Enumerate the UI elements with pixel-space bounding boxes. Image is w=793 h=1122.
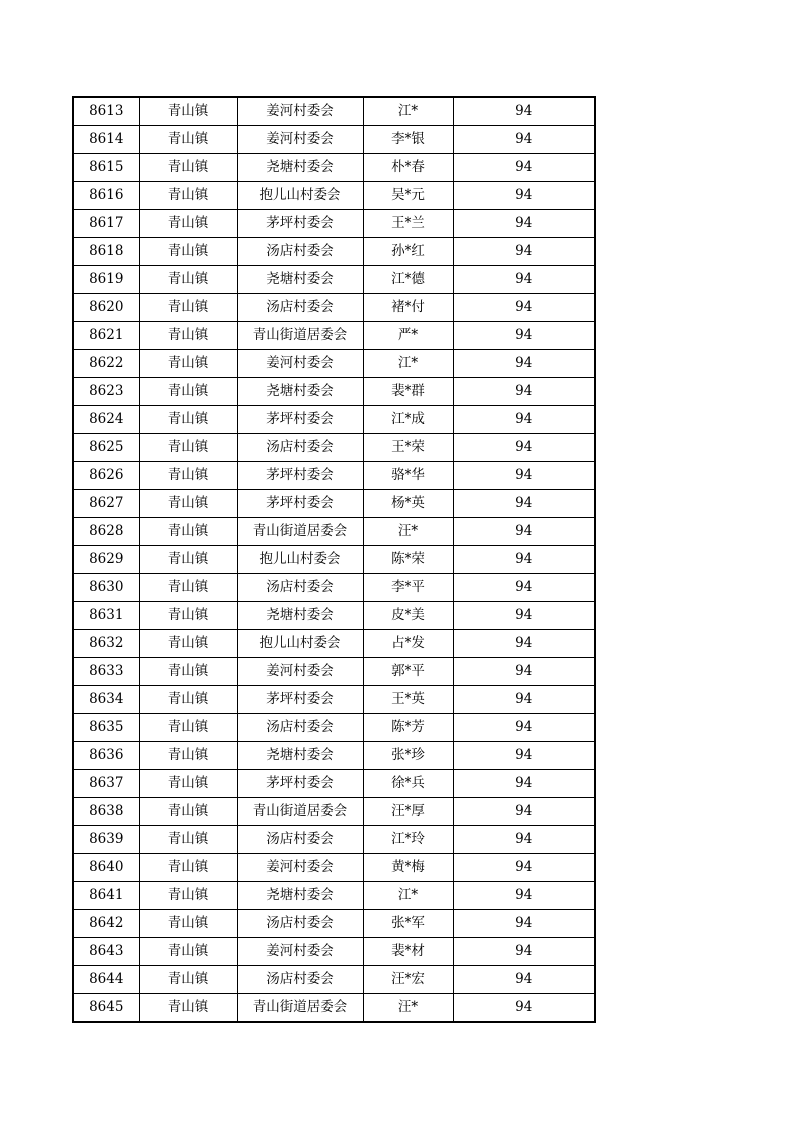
committee-cell: 抱儿山村委会	[237, 182, 363, 210]
committee-cell: 茅坪村委会	[237, 462, 363, 490]
committee-cell: 汤店村委会	[237, 238, 363, 266]
records-table	[72, 96, 596, 1023]
town-cell: 青山镇	[139, 602, 237, 630]
committee-cell: 汤店村委会	[237, 434, 363, 462]
name-cell: 王*荣	[363, 434, 453, 462]
table-row	[73, 910, 595, 938]
town-cell: 青山镇	[139, 97, 237, 126]
town-cell: 青山镇	[139, 854, 237, 882]
row-number-cell: 8626	[73, 462, 139, 490]
name-cell: 江*	[363, 882, 453, 910]
records-table-body	[73, 97, 595, 1022]
table-row	[73, 462, 595, 490]
table-row	[73, 126, 595, 154]
row-number-cell: 8621	[73, 322, 139, 350]
row-number-cell: 8613	[73, 97, 139, 126]
committee-cell: 青山街道居委会	[237, 322, 363, 350]
row-number-cell: 8642	[73, 910, 139, 938]
committee-cell: 汤店村委会	[237, 294, 363, 322]
row-number-cell: 8635	[73, 714, 139, 742]
score-cell: 94	[453, 97, 595, 126]
town-cell: 青山镇	[139, 798, 237, 826]
town-cell: 青山镇	[139, 770, 237, 798]
table-row	[73, 826, 595, 854]
table-row	[73, 994, 595, 1023]
name-cell: 汪*	[363, 518, 453, 546]
table-row	[73, 406, 595, 434]
score-cell: 94	[453, 742, 595, 770]
committee-cell: 姜河村委会	[237, 658, 363, 686]
score-cell: 94	[453, 182, 595, 210]
name-cell: 骆*华	[363, 462, 453, 490]
town-cell: 青山镇	[139, 238, 237, 266]
table-row	[73, 938, 595, 966]
table-row	[73, 350, 595, 378]
town-cell: 青山镇	[139, 994, 237, 1023]
table-row	[73, 238, 595, 266]
score-cell: 94	[453, 938, 595, 966]
committee-cell: 尧塘村委会	[237, 266, 363, 294]
name-cell: 王*兰	[363, 210, 453, 238]
town-cell: 青山镇	[139, 658, 237, 686]
table-row	[73, 546, 595, 574]
row-number-cell: 8633	[73, 658, 139, 686]
row-number-cell: 8629	[73, 546, 139, 574]
row-number-cell: 8645	[73, 994, 139, 1023]
name-cell: 李*银	[363, 126, 453, 154]
town-cell: 青山镇	[139, 434, 237, 462]
town-cell: 青山镇	[139, 938, 237, 966]
town-cell: 青山镇	[139, 574, 237, 602]
table-row	[73, 854, 595, 882]
score-cell: 94	[453, 966, 595, 994]
town-cell: 青山镇	[139, 350, 237, 378]
table-row	[73, 714, 595, 742]
row-number-cell: 8644	[73, 966, 139, 994]
name-cell: 汪*宏	[363, 966, 453, 994]
committee-cell: 茅坪村委会	[237, 210, 363, 238]
town-cell: 青山镇	[139, 462, 237, 490]
name-cell: 江*成	[363, 406, 453, 434]
name-cell: 汪*	[363, 994, 453, 1023]
score-cell: 94	[453, 854, 595, 882]
committee-cell: 姜河村委会	[237, 97, 363, 126]
row-number-cell: 8631	[73, 602, 139, 630]
town-cell: 青山镇	[139, 406, 237, 434]
committee-cell: 汤店村委会	[237, 910, 363, 938]
name-cell: 严*	[363, 322, 453, 350]
table-row	[73, 154, 595, 182]
row-number-cell: 8637	[73, 770, 139, 798]
score-cell: 94	[453, 266, 595, 294]
committee-cell: 汤店村委会	[237, 966, 363, 994]
town-cell: 青山镇	[139, 882, 237, 910]
name-cell: 孙*红	[363, 238, 453, 266]
score-cell: 94	[453, 714, 595, 742]
name-cell: 陈*荣	[363, 546, 453, 574]
committee-cell: 姜河村委会	[237, 350, 363, 378]
table-row	[73, 630, 595, 658]
row-number-cell: 8634	[73, 686, 139, 714]
score-cell: 94	[453, 518, 595, 546]
row-number-cell: 8618	[73, 238, 139, 266]
town-cell: 青山镇	[139, 210, 237, 238]
table-row	[73, 742, 595, 770]
name-cell: 裴*群	[363, 378, 453, 406]
name-cell: 裴*材	[363, 938, 453, 966]
score-cell: 94	[453, 322, 595, 350]
row-number-cell: 8617	[73, 210, 139, 238]
table-row	[73, 966, 595, 994]
town-cell: 青山镇	[139, 322, 237, 350]
town-cell: 青山镇	[139, 182, 237, 210]
table-row	[73, 602, 595, 630]
name-cell: 李*平	[363, 574, 453, 602]
town-cell: 青山镇	[139, 294, 237, 322]
name-cell: 汪*厚	[363, 798, 453, 826]
score-cell: 94	[453, 406, 595, 434]
committee-cell: 汤店村委会	[237, 714, 363, 742]
score-cell: 94	[453, 294, 595, 322]
row-number-cell: 8643	[73, 938, 139, 966]
committee-cell: 尧塘村委会	[237, 154, 363, 182]
town-cell: 青山镇	[139, 910, 237, 938]
score-cell: 94	[453, 546, 595, 574]
row-number-cell: 8641	[73, 882, 139, 910]
row-number-cell: 8616	[73, 182, 139, 210]
table-row	[73, 490, 595, 518]
table-row	[73, 434, 595, 462]
committee-cell: 尧塘村委会	[237, 882, 363, 910]
committee-cell: 尧塘村委会	[237, 602, 363, 630]
table-row	[73, 518, 595, 546]
name-cell: 张*军	[363, 910, 453, 938]
score-cell: 94	[453, 994, 595, 1023]
committee-cell: 汤店村委会	[237, 826, 363, 854]
name-cell: 杨*英	[363, 490, 453, 518]
score-cell: 94	[453, 770, 595, 798]
row-number-cell: 8627	[73, 490, 139, 518]
town-cell: 青山镇	[139, 742, 237, 770]
name-cell: 占*发	[363, 630, 453, 658]
table-row	[73, 770, 595, 798]
score-cell: 94	[453, 490, 595, 518]
score-cell: 94	[453, 210, 595, 238]
name-cell: 郭*平	[363, 658, 453, 686]
score-cell: 94	[453, 350, 595, 378]
score-cell: 94	[453, 154, 595, 182]
table-row	[73, 798, 595, 826]
committee-cell: 茅坪村委会	[237, 490, 363, 518]
table-row	[73, 182, 595, 210]
name-cell: 黄*梅	[363, 854, 453, 882]
name-cell: 徐*兵	[363, 770, 453, 798]
name-cell: 江*	[363, 97, 453, 126]
committee-cell: 汤店村委会	[237, 574, 363, 602]
score-cell: 94	[453, 826, 595, 854]
name-cell: 陈*芳	[363, 714, 453, 742]
row-number-cell: 8624	[73, 406, 139, 434]
row-number-cell: 8640	[73, 854, 139, 882]
row-number-cell: 8636	[73, 742, 139, 770]
committee-cell: 茅坪村委会	[237, 406, 363, 434]
score-cell: 94	[453, 574, 595, 602]
name-cell: 褚*付	[363, 294, 453, 322]
name-cell: 江*玲	[363, 826, 453, 854]
row-number-cell: 8615	[73, 154, 139, 182]
committee-cell: 尧塘村委会	[237, 378, 363, 406]
row-number-cell: 8614	[73, 126, 139, 154]
score-cell: 94	[453, 910, 595, 938]
town-cell: 青山镇	[139, 266, 237, 294]
row-number-cell: 8628	[73, 518, 139, 546]
town-cell: 青山镇	[139, 966, 237, 994]
score-cell: 94	[453, 630, 595, 658]
table-row	[73, 97, 595, 126]
town-cell: 青山镇	[139, 826, 237, 854]
town-cell: 青山镇	[139, 126, 237, 154]
committee-cell: 姜河村委会	[237, 854, 363, 882]
row-number-cell: 8619	[73, 266, 139, 294]
committee-cell: 姜河村委会	[237, 938, 363, 966]
town-cell: 青山镇	[139, 378, 237, 406]
committee-cell: 青山街道居委会	[237, 994, 363, 1023]
row-number-cell: 8623	[73, 378, 139, 406]
table-row	[73, 658, 595, 686]
name-cell: 吴*元	[363, 182, 453, 210]
name-cell: 江*	[363, 350, 453, 378]
town-cell: 青山镇	[139, 714, 237, 742]
committee-cell: 青山街道居委会	[237, 518, 363, 546]
table-row	[73, 882, 595, 910]
town-cell: 青山镇	[139, 686, 237, 714]
score-cell: 94	[453, 238, 595, 266]
row-number-cell: 8630	[73, 574, 139, 602]
table-row	[73, 322, 595, 350]
score-cell: 94	[453, 602, 595, 630]
table-row	[73, 574, 595, 602]
row-number-cell: 8639	[73, 826, 139, 854]
committee-cell: 茅坪村委会	[237, 686, 363, 714]
name-cell: 王*英	[363, 686, 453, 714]
score-cell: 94	[453, 434, 595, 462]
row-number-cell: 8625	[73, 434, 139, 462]
score-cell: 94	[453, 462, 595, 490]
town-cell: 青山镇	[139, 518, 237, 546]
town-cell: 青山镇	[139, 546, 237, 574]
name-cell: 皮*美	[363, 602, 453, 630]
name-cell: 张*珍	[363, 742, 453, 770]
table-row	[73, 210, 595, 238]
committee-cell: 抱儿山村委会	[237, 630, 363, 658]
row-number-cell: 8620	[73, 294, 139, 322]
score-cell: 94	[453, 882, 595, 910]
name-cell: 江*德	[363, 266, 453, 294]
committee-cell: 茅坪村委会	[237, 770, 363, 798]
committee-cell: 抱儿山村委会	[237, 546, 363, 574]
table-row	[73, 294, 595, 322]
score-cell: 94	[453, 798, 595, 826]
row-number-cell: 8638	[73, 798, 139, 826]
table-row	[73, 686, 595, 714]
committee-cell: 青山街道居委会	[237, 798, 363, 826]
committee-cell: 姜河村委会	[237, 126, 363, 154]
town-cell: 青山镇	[139, 490, 237, 518]
town-cell: 青山镇	[139, 630, 237, 658]
row-number-cell: 8622	[73, 350, 139, 378]
score-cell: 94	[453, 658, 595, 686]
name-cell: 朴*春	[363, 154, 453, 182]
score-cell: 94	[453, 686, 595, 714]
score-cell: 94	[453, 378, 595, 406]
row-number-cell: 8632	[73, 630, 139, 658]
town-cell: 青山镇	[139, 154, 237, 182]
table-row	[73, 378, 595, 406]
committee-cell: 尧塘村委会	[237, 742, 363, 770]
table-row	[73, 266, 595, 294]
score-cell: 94	[453, 126, 595, 154]
